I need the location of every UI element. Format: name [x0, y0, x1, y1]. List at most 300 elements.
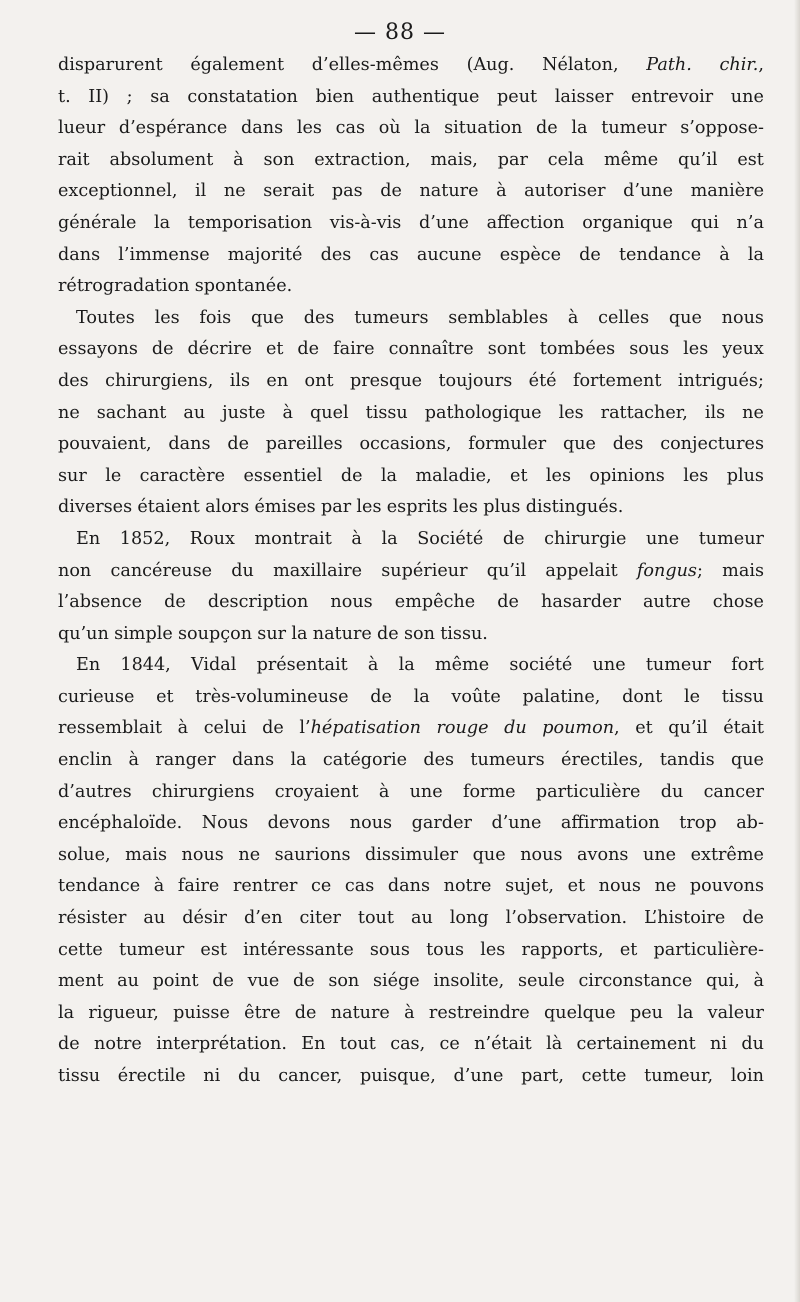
word: sous [629, 339, 670, 360]
word: la [290, 750, 307, 771]
word: de [502, 528, 525, 549]
word: disparurent [58, 55, 163, 75]
word: nous [721, 307, 764, 328]
word: qu’il [668, 718, 708, 739]
word: ment [58, 971, 104, 992]
word: poumon, [542, 718, 620, 739]
word: sachant [96, 402, 167, 423]
word: étaient [137, 497, 200, 518]
word: la [291, 623, 308, 644]
text-line [58, 650, 764, 682]
word: la [571, 118, 588, 139]
word: laisser [554, 86, 614, 107]
word: son [404, 623, 435, 644]
word: En [76, 528, 101, 549]
word: ce [311, 876, 332, 897]
word: aucune [416, 244, 482, 265]
word: d’en [243, 908, 283, 929]
word: la [380, 465, 398, 486]
word: plus [483, 497, 521, 518]
text-line [58, 524, 764, 556]
word: organique [582, 212, 673, 233]
word: rentrer [232, 876, 298, 897]
word: mais [722, 560, 764, 581]
word: fort [731, 655, 764, 676]
word: fortement [572, 370, 662, 391]
word: nature [419, 181, 479, 202]
word: les [356, 497, 382, 518]
word: de [380, 181, 402, 202]
word: pouvaient, [58, 434, 152, 455]
word: II) [88, 86, 110, 107]
word: du [504, 718, 527, 739]
word: cas [344, 876, 375, 897]
word: était [723, 718, 764, 739]
word: cette [581, 1066, 627, 1086]
word: à [282, 402, 293, 423]
word: juste [222, 402, 266, 423]
text-line [58, 208, 764, 240]
word: ne [58, 402, 80, 423]
word: extrême [690, 844, 764, 865]
text-line [58, 303, 764, 335]
word: par [320, 497, 352, 518]
word: s’oppose- [680, 118, 764, 139]
word: à [153, 876, 165, 897]
word: ne [742, 402, 764, 423]
word: à [351, 528, 362, 549]
word: toujours [438, 370, 513, 391]
word: ils [229, 370, 251, 391]
word: tissu [365, 402, 408, 423]
text-line [58, 398, 764, 430]
word: affirmation [560, 813, 660, 834]
word: générale [58, 212, 137, 233]
word: la [58, 1002, 75, 1023]
word: les [296, 118, 322, 139]
text-line [58, 334, 764, 366]
word: rattacher, [600, 402, 688, 423]
word: qu’il [486, 560, 527, 581]
text-line [58, 966, 764, 998]
body-text [58, 50, 764, 1093]
text-line [58, 745, 764, 777]
word: celles [598, 307, 650, 328]
word: notre [443, 876, 492, 897]
text-line [58, 871, 764, 903]
word: et [619, 939, 638, 960]
word: à [567, 307, 579, 328]
word: vue [247, 971, 280, 992]
word: sur [257, 623, 287, 644]
text-line [58, 82, 764, 114]
word: à [367, 655, 379, 676]
word: tombées [539, 339, 616, 360]
text-line [58, 145, 764, 177]
word: presque [349, 370, 423, 391]
word: opinions [589, 465, 665, 486]
word: n’a [736, 212, 764, 233]
word: été [528, 370, 557, 391]
word: L’histoire [644, 908, 726, 929]
word: que [730, 750, 764, 771]
word: des [423, 750, 455, 771]
word: chirurgiens, [105, 370, 214, 391]
word: la [154, 212, 171, 233]
word: chir., [719, 55, 764, 75]
word: tous [426, 939, 465, 960]
word: appelait [545, 560, 618, 581]
word: des [303, 307, 335, 328]
text-line [58, 619, 764, 651]
word: que [472, 844, 506, 865]
word: très-volumineuse [195, 686, 349, 707]
word: la [414, 118, 431, 139]
word: de [297, 339, 320, 360]
word: les [683, 339, 709, 360]
word: de [742, 908, 764, 929]
word: nous [349, 813, 393, 834]
word: croyaient [274, 781, 359, 802]
word: de [377, 623, 399, 644]
text-line [58, 840, 764, 872]
word: rétrogradation [58, 276, 190, 297]
word: esprits [386, 497, 448, 518]
word: formuler [468, 434, 547, 455]
text-line [58, 556, 764, 588]
word: particulière- [653, 939, 764, 960]
word: émises [254, 497, 316, 518]
word: entrevoir [630, 86, 714, 107]
word: qu’un [58, 623, 109, 644]
text-line [58, 808, 764, 840]
word: pathologique [424, 402, 542, 423]
word: quelque [544, 1002, 616, 1023]
text-line [58, 777, 764, 809]
word: tendance [618, 244, 702, 265]
word: espèce [499, 244, 562, 265]
word: hasarder [541, 592, 621, 613]
word: encéphaloïde. [58, 813, 183, 834]
word: tumeur [119, 939, 185, 960]
word: d’une [453, 1066, 504, 1086]
word: ab- [736, 813, 764, 834]
word: situation [444, 118, 523, 139]
word: ne [654, 876, 677, 897]
word: restreindre [428, 1002, 530, 1023]
word: tissu [58, 1066, 101, 1086]
word: tumeur [645, 655, 712, 676]
word: au [143, 908, 166, 929]
word: tandis [659, 750, 715, 771]
word: (Aug. [466, 55, 515, 75]
word: au [117, 971, 139, 992]
word: nous [520, 844, 563, 865]
word: mais, [430, 149, 478, 170]
word: puisque, [359, 1066, 436, 1086]
word: de [58, 1034, 80, 1055]
word: autoriser [524, 181, 606, 202]
text-line [58, 998, 764, 1030]
word: tissu. [440, 623, 488, 644]
word: l’hépatisation [299, 718, 421, 739]
word: trop [679, 813, 717, 834]
word: faire [177, 876, 220, 897]
word: au [183, 402, 206, 423]
word: de [262, 718, 284, 739]
word: de [370, 686, 392, 707]
word: même [434, 655, 490, 676]
word: la [413, 686, 430, 707]
word: des [58, 370, 89, 391]
word: nature [312, 623, 372, 644]
word: lueur [58, 118, 106, 139]
word: Roux [189, 528, 235, 549]
word: extraction, [314, 149, 411, 170]
word: vis-à-vis [329, 212, 402, 233]
word: du [741, 1034, 764, 1055]
word: et [567, 876, 586, 897]
word: description [207, 592, 309, 613]
word: société [509, 655, 573, 676]
word: ne [238, 844, 261, 865]
text-line [58, 935, 764, 967]
text-line [58, 176, 764, 208]
word: Nélaton, [542, 55, 619, 75]
word: cette [58, 939, 103, 960]
word: tumeur [601, 118, 667, 139]
word: qui [690, 212, 719, 233]
word: ni [203, 1066, 221, 1086]
word: n’était [474, 1034, 532, 1055]
word: En [76, 655, 101, 676]
word: de [579, 244, 601, 265]
word: cancer, [278, 1066, 343, 1086]
word: dans [387, 876, 431, 897]
word: tendance [58, 876, 141, 897]
word: dans [58, 244, 101, 265]
word: qui, [705, 971, 740, 992]
word: valeur [707, 1002, 764, 1023]
word: siége [372, 971, 420, 992]
word: d’elles-mêmes [311, 55, 439, 75]
word: érectile [117, 1066, 186, 1086]
word: décrire [187, 339, 252, 360]
page-number: — 88 — [354, 20, 446, 45]
word: rigueur, [88, 1002, 159, 1023]
word: des [612, 434, 644, 455]
word: également [190, 55, 285, 75]
word: sous [369, 939, 410, 960]
word: plus [726, 465, 764, 486]
word: cela [547, 149, 585, 170]
word: d’autres [58, 781, 132, 802]
word: t. [58, 86, 71, 107]
word: les [452, 497, 478, 518]
word: l’observation. [505, 908, 628, 929]
word: enclin [58, 750, 113, 771]
word: les [545, 465, 571, 486]
word: est [200, 939, 227, 960]
word: la [398, 655, 415, 676]
word: particulière [535, 781, 641, 802]
word: cas [335, 118, 365, 139]
word: son [263, 149, 295, 170]
word: ce [439, 1034, 460, 1055]
word: à [719, 244, 730, 265]
word: seule [517, 971, 565, 992]
word: d’une [491, 813, 542, 834]
word: du [237, 1066, 261, 1086]
word: ont [304, 370, 334, 391]
text-line [58, 682, 764, 714]
word: la [747, 244, 764, 265]
word: connaître [388, 339, 474, 360]
word: alors [205, 497, 250, 518]
word: insolite, [433, 971, 505, 992]
word: de [164, 592, 186, 613]
word: d’une [623, 181, 674, 202]
word: de [292, 971, 315, 992]
word: peut [497, 86, 538, 107]
word: loin [730, 1066, 764, 1086]
word: ne [223, 181, 246, 202]
word: circonstance [578, 971, 693, 992]
word: pas [331, 181, 363, 202]
word: sont [487, 339, 526, 360]
word: exceptionnel, [58, 181, 178, 202]
word: à [128, 750, 140, 771]
word: authentique [371, 86, 480, 107]
text-line [58, 492, 764, 524]
word: semblables [448, 307, 549, 328]
word: en [266, 370, 289, 391]
word: autre [642, 592, 691, 613]
text-line [58, 271, 764, 303]
word: Path. [646, 55, 692, 75]
word: à [404, 1002, 415, 1023]
word: à [753, 971, 764, 992]
word: intéressante [243, 939, 354, 960]
word: rait [58, 149, 90, 170]
word: les [480, 939, 506, 960]
word: temporisation [187, 212, 313, 233]
word: les [154, 307, 180, 328]
word: En [301, 1034, 326, 1055]
word: tumeurs [470, 750, 545, 771]
word: curieuse [58, 686, 135, 707]
word: mais [125, 844, 167, 865]
word: essayons [58, 339, 138, 360]
word: dans [168, 434, 211, 455]
text-line [58, 1029, 764, 1061]
text-line [58, 461, 764, 493]
word: que [250, 307, 284, 328]
word: à [496, 181, 507, 202]
word: le [105, 465, 122, 486]
word: 1844, [120, 655, 171, 676]
word: dans [241, 118, 284, 139]
word: sa [150, 86, 170, 107]
word: être [244, 1002, 281, 1023]
word: dans [232, 750, 275, 771]
word: citer [299, 908, 341, 929]
word: chirurgie [544, 528, 627, 549]
word: fongus; [636, 560, 703, 581]
word: là [546, 1034, 563, 1055]
word: est [737, 149, 764, 170]
word: serait [263, 181, 315, 202]
word: 1852, [119, 528, 171, 549]
word: de [227, 434, 249, 455]
word: l’immense [118, 244, 210, 265]
text-line [58, 240, 764, 272]
word: ranger [155, 750, 216, 771]
word: où [378, 118, 401, 139]
word: que [562, 434, 596, 455]
word: des [320, 244, 352, 265]
word: catégorie [322, 750, 408, 771]
word: simple [114, 623, 173, 644]
word: nature [330, 1002, 390, 1023]
word: ressemblait [58, 718, 163, 739]
word: rouge [436, 718, 489, 739]
word: empêche [394, 592, 476, 613]
word: montrait [254, 528, 332, 549]
word: faire [333, 339, 375, 360]
word: qu’il [678, 149, 718, 170]
word: de [497, 592, 519, 613]
word: une [646, 528, 680, 549]
word: d’une [419, 212, 469, 233]
word: de [340, 465, 363, 486]
word: dissimuler [365, 844, 459, 865]
word: garder [411, 813, 472, 834]
word: présentait [256, 655, 348, 676]
page-edge [794, 0, 800, 1302]
text-line [58, 587, 764, 619]
word: le [684, 686, 701, 707]
word: sur [58, 465, 87, 486]
word: diverses [58, 497, 133, 518]
word: point [152, 971, 199, 992]
word: voûte [451, 686, 501, 707]
word: que [668, 307, 702, 328]
word: ils [704, 402, 726, 423]
word: long [449, 908, 489, 929]
word: les [558, 402, 584, 423]
word: tumeurs [354, 307, 429, 328]
word: de [294, 1002, 317, 1023]
word: non [58, 560, 92, 581]
word: résister [58, 908, 127, 929]
word: absolument [109, 149, 214, 170]
text-line [58, 113, 764, 145]
word: la [677, 1002, 694, 1023]
word: rapports, [521, 939, 604, 960]
word: tumeur [698, 528, 764, 549]
word: à [177, 718, 189, 739]
word: Vidal [190, 655, 237, 676]
word: majorité [227, 244, 303, 265]
word: à [378, 781, 390, 802]
word: interprétation. [156, 1034, 287, 1055]
word: forme [462, 781, 516, 802]
word: même [604, 149, 659, 170]
word: solue, [58, 844, 111, 865]
word: chirurgiens [151, 781, 255, 802]
word: conjectures [660, 434, 764, 455]
